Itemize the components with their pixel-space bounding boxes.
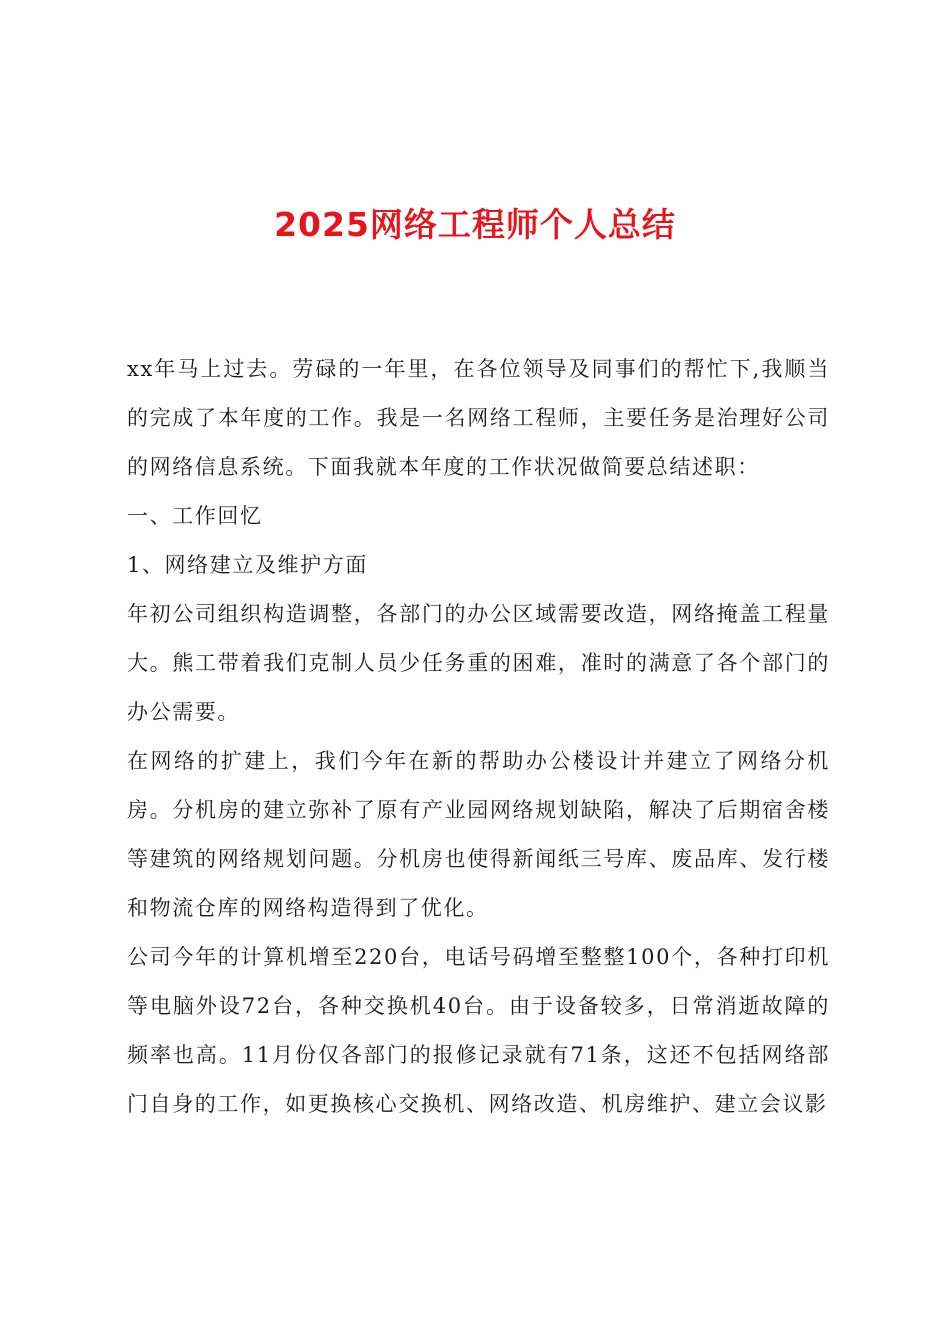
document-title: 2025网络工程师个人总结 — [274, 205, 676, 244]
document-body — [127, 345, 830, 1129]
paragraph-expansion: 在网络的扩建上，我们今年在新的帮助办公楼设计并建立了网络分机房。分机房的建立弥补了原有产业园网络规划缺陷，解决了后期宿舍楼等建筑的网络规划问题。分机房也使得新闻纸三号库、废品库、发行楼和物流仓库的网络构造得到了优化。 — [127, 749, 830, 920]
paragraph-equipment: 公司今年的计算机增至220台，电话号码增至整整100个，各种打印机等电脑外设72台，各种交换机40台。由于设备较多，日常消逝故障的频率也高。11月份仅各部门的报修记录就有71条，这还不包括网络部门自身的工作，如更换核心交换机、网络改造、机房维护、建立会议影 — [127, 945, 830, 1116]
section-heading-work-review: 一、工作回忆 — [127, 504, 263, 528]
subsection-heading-network: 1、网络建立及维护方面 — [127, 553, 368, 577]
paragraph-restructure: 年初公司组织构造调整，各部门的办公区域需要改造，网络掩盖工程量大。熊工带着我们克制人员少任务重的困难，准时的满意了各个部门的办公需要。 — [127, 602, 830, 724]
paragraph-intro: xx年马上过去。劳碌的一年里，在各位领导及同事们的帮忙下,我顺当的完成了本年度的工作。我是一名网络工程师，主要任务是治理好公司的网络信息系统。下面我就本年度的工作状况做简要总结述职： — [127, 357, 830, 479]
